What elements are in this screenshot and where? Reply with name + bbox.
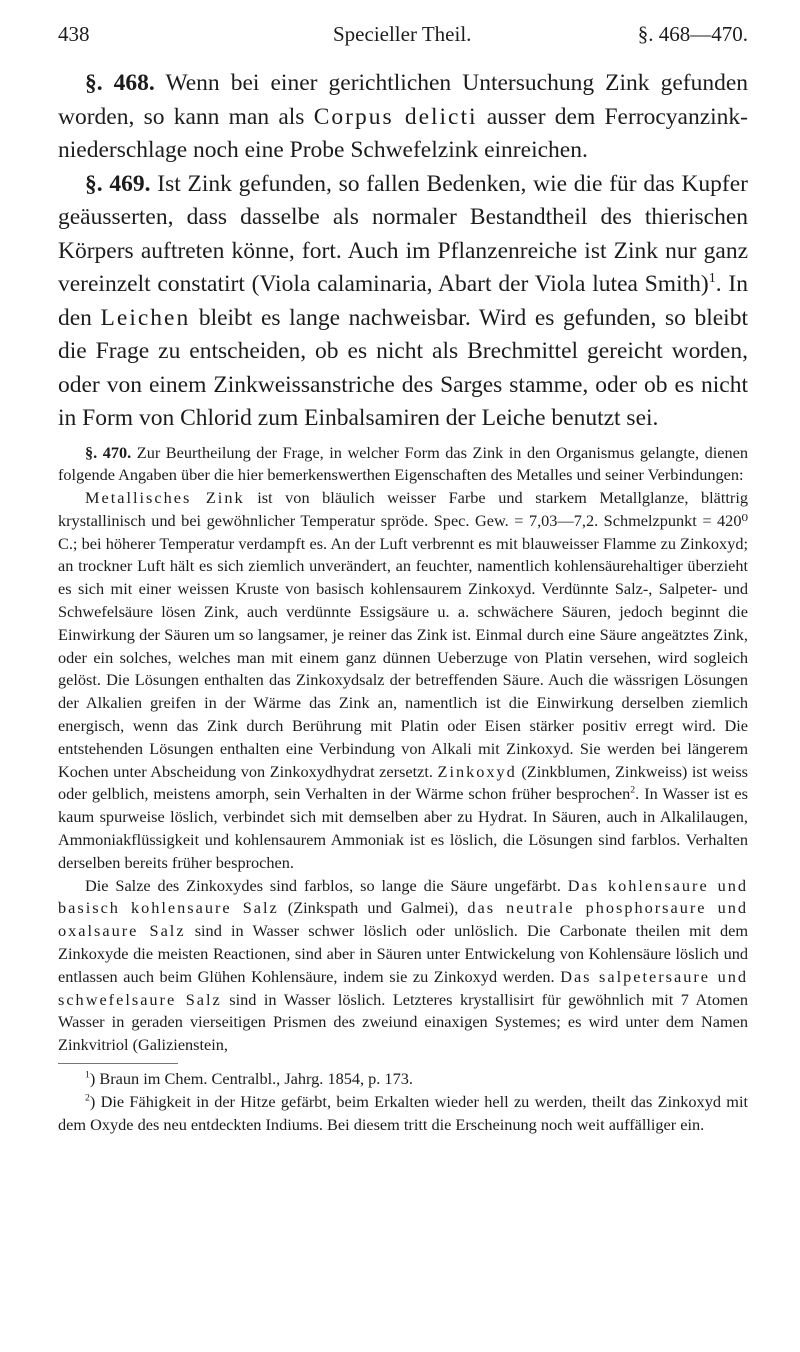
section-number: §. 468. [85,70,155,96]
spaced-term: Corpus delicti [313,103,478,130]
footnotes [58,1068,748,1136]
text-run: (Zinkspath und Galmei), [278,898,468,918]
large-type-block [58,67,748,436]
text-run: ausser dem Ferrocyanzink-niederschlage noch eine Probe Schwefelzink einreichen. [58,103,749,163]
small-type-block [58,442,748,1137]
paragraph-metallisches-zink [58,487,748,875]
spaced-term: das neutrale phosphorsaure und oxalsaure Salz [58,898,748,941]
text-run: sind in Wasser löslich. Letzteres krystallisirt für gewöhnlich mit 7 Atomen Wasser in geraden vierseitigen Prismen des zweiund einaxigen Systemes; es wird unter dem Namen Zinkvitriol (Galizienstein, [58,989,748,1055]
spaced-term: Leichen [100,304,191,331]
paragraph-salze [58,875,748,1057]
text-run: sind in Wasser schwer löslich oder unlöslich. Die Carbonate theilen mit dem Zinkoxyde die meisten Reactionen, sind aber in Säuren unter Entwickelung von Kohlensäure löslich und entlassen auch beim Glühen Kohlensäure, indem sie zu Zinkoxyd werden. [58,921,748,986]
running-title: Specieller Theil. [333,22,472,46]
footnote-divider [58,1063,178,1064]
body-text [58,67,748,1136]
footnote-mark: 2 [85,1092,90,1104]
section-number: §. 470. [85,442,132,462]
footnote-ref: 2 [630,785,636,797]
text-run: (Zinkblumen, Zinkweiss) ist weiss oder gelblich, meistens amorph, sein Verhalten in der Wärme schon früher besprochen [58,761,748,804]
spaced-term: Das salpetersaure und schwefelsaure Salz [58,966,749,1009]
footnote [58,1091,748,1137]
text-run: . In Wasser ist es kaum spurweise löslich, verbindet sich mit demselben aber zu Hydrat. In Säuren, auch in Alkalilaugen, Ammoniakflüssigkeit und kohlensaurem Ammoniak ist es löslich, die Lösungen sind farblos. Verhalten derselben bereits früher besprochen. [58,784,748,872]
footnote-mark: 1 [85,1069,90,1081]
paragraph-470 [58,442,748,488]
footnote-text: ) Braun im Chem. Centralbl., Jahrg. 1854, p. 173. [89,1069,413,1089]
section-number: §. 469. [85,170,151,197]
page-header [58,22,748,58]
footnote-ref: 1 [708,270,716,287]
spaced-term: Metallisches Zink [85,488,245,508]
footnote [58,1068,748,1091]
text-run: bleibt es lange nachweisbar. Wird es gefunden, so bleibt die Frage zu entscheiden, ob es nicht als Brechmittel gereicht worden, oder von einem Zinkweissanstriche des Sarges stamme, oder ob es nicht in Form von Chlorid zum Einbalsamiren der Leiche benutzt sei. [58,304,748,431]
text-run: ist von bläulich weisser Farbe und starkem Metallglanze, blättrig krystallinisch und bei gewöhnlicher Temperatur spröde. Spec. Gew. = 7,03—7,2. Schmelzpunkt = 420⁰ C.; bei höherer Temperatur verdampft es. An der Luft verbrennt es mit blauweisser Flamme zu Zinkoxyd; an trockner Luft hält es sich ziemlich unverändert, an feuchter, namentlich kohlensäurehaltiger überzieht es sich mit einer weissen Kruste von basisch kohlensaurem Zinkoxyd. Verdünnte Salz-, Salpeter- und Schwefelsäure lösen Zink, auch verdünnte Essigsäure u. a. schwächere Säuren, jedoch beginnt die Einwirkung der Säuren um so langsamer, je reiner das Zink ist. Einmal durch eine Säure angeätztes Zink, oder ein solches, welches man mit einem ganz dünnen Ueberzuge von Platin versehen, wird sogleich gelöst. Die Lösungen enthalten das Zinkoxydsalz der betreffenden Säure. Auch die wässrigen Lösungen der Alkalien greifen in der Wärme das Zink an, namentlich ist die Einwirkung derselben ziemlich energisch, wenn das Zink durch Berührung mit Platin oder Eisen stärker positiv erregt wird. Die entstehenden Lösungen enthalten eine Verbindung von Alkali mit Zinkoxyd. Sie werden bei längerem Kochen unter Abscheidung von Zinkoxydhydrat zersetzt. [58,488,748,781]
text-run: . In den [58,271,749,331]
spaced-term: Zinkoxyd [437,761,517,781]
paragraph-468 [58,67,748,168]
text-run: Ist Zink gefunden, so fallen Bedenken, wie die für das Kupfer geäusserten, dass dasselbe als normaler Bestandtheil des thierischen Körpers auftreten könne, fort. Auch im Pflanzenreiche ist Zink nur ganz vereinzelt constatirt (Viola calaminaria, Abart der Viola lutea Smith) [58,170,748,297]
spaced-term: Das kohlensaure und basisch kohlensaure Salz [58,875,748,918]
footnote-text: ) Die Fähigkeit in der Hitze gefärbt, beim Erkalten wieder hell zu werden, theilt das Zinkoxyd mit dem Oxyde des neu entdeckten Indiums. Bei diesem tritt die Erscheinung noch weit auffälliger ein. [58,1091,748,1134]
page-number: 438 [58,22,90,46]
text-run: Wenn bei einer gerichtlichen Untersuchung Zink gefunden worden, so kann man als [58,70,749,130]
paragraph-469 [58,168,748,436]
text-run: Zur Beurtheilung der Frage, in welcher Form das Zink in den Organismus gelangte, dienen folgende Angaben über die hier bemerkenswerthen Eigenschaften des Metalles und seiner Verbindungen: [58,442,749,485]
text-run: Die Salze des Zinkoxydes sind farblos, so lange die Säure ungefärbt. [85,875,568,895]
section-range: §. 468—470. [637,22,748,46]
